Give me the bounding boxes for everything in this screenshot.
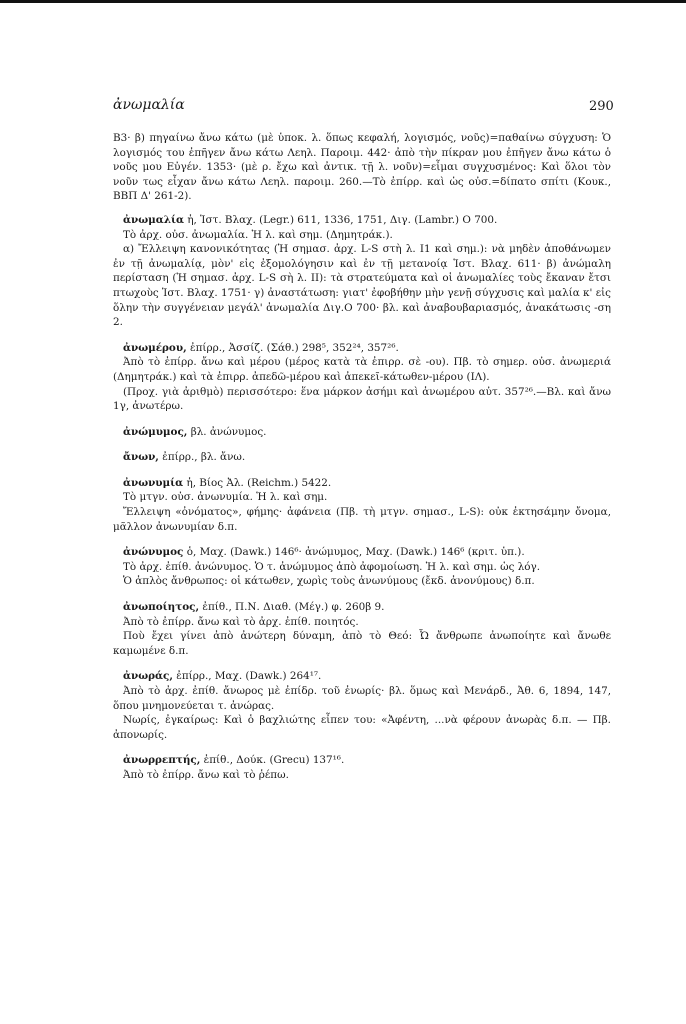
entry-head-anonymos xyxy=(113,545,611,560)
headword: ἀνωρρεπτής, xyxy=(123,754,201,767)
entry-senses: α) Ἔλλειψη κανονικότητας (Ἡ σημασ. ἀρχ. L-S στὴ λ. Ι1 καὶ σημ.): νὰ μηδὲν ἀποθάνωμεν ἐν τῇ ἀνωμαλίᾳ, μὸν' εἰς ἐξομολόγησιν καὶ ἐν τῇ μετανοίᾳ Ἱστ. Βλαχ. 611· β) ἀνώμαλη περίσταση (Ἡ σημασ. ἀρχ. L-S σὴ λ. ΙΙ): τὰ στρατεύματα καὶ οἱ ἀνωμαλίες τοὺς ἔκαναν ἔτσι πτωχοὺς Ἱστ. Βλαχ. 1751· γ) ἀναστάτωση: γιατ' ἐφοβήθην μὴν γενῇ σύγχυσις καὶ μαλία κ' εἰς ὅλην τὴν συγγένειαν μεγάλ' ἀνωμαλία Διγ.Ο 700· βλ. καὶ ἀναβουβαριασμός, ἀνακάτωσις -ση 2. xyxy=(113,243,611,329)
entry-continuation-b3: Β3· β) πηγαίνω ἄνω κάτω (μὲ ὑποκ. λ. ὅπως κεφαλή, λογισμός, νοῦς)=παθαίνω σύγχυση: Ὁ λογισμός του ἐπῆγεν ἄνω κάτω Λεηλ. Παροιμ. 442· ἀπὸ τὴν πίκραν μου ἐπῆγεν ἄνω κάτω ὁ νοῦς μου Εὐγέν. 1353· (μὲ ρ. ἔχω καὶ ἀντικ. τῇ λ. νοῦν)=εἶμαι συγχυσμένος: Καὶ ὅλοι τὸν νοῦν τως εἶχαν ἄνω κάτω Λεηλ. παροιμ. 260.—Τὸ ἐπίρρ. καὶ ὡς οὐσ.=δίπατο σπίτι (Κουκ., ΒΒΠ Δ' 261-2). xyxy=(113,132,611,203)
entry-head-anomerou xyxy=(113,341,611,356)
running-head-word: ἀνωμαλία xyxy=(113,97,185,113)
scan-top-edge xyxy=(0,0,686,3)
entry-head-anomymos xyxy=(113,425,611,440)
entry-head-rest: ἡ, Βίος Ἀλ. (Reichm.) 5422. xyxy=(186,476,332,489)
headword: ἀνωμαλία xyxy=(123,213,185,226)
dictionary-column xyxy=(113,131,611,783)
headword: ἀνωποίητος, xyxy=(123,601,200,614)
entry-head-rest: ἐπίρρ., βλ. ἄνω. xyxy=(162,451,246,464)
entry-etymology: Τὸ ἀρχ. οὐσ. ἀνωμαλία. Ἡ λ. καὶ σημ. (Δημητράκ.). xyxy=(123,228,393,241)
entry-etymology: Τὸ μτγν. οὐσ. ἀνωνυμία. Ἡ λ. καὶ σημ. xyxy=(123,491,328,504)
entry-head-anorreptis xyxy=(113,753,611,768)
entry-head-anopoiitos xyxy=(113,600,611,615)
entry-etymology: Ἀπὸ τὸ ἐπίρρ. ἄνω καὶ τὸ ἀρχ. ἐπίθ. ποιητός. xyxy=(123,615,359,628)
entry-senses: Ἔλλειψη «ὀνόματος», φήμης· ἀφάνεια (Πβ. τὴ μτγν. σημασ., L-S): οὐκ ἐκτησάμην ὄνομα, μᾶλλον ἀνωνυμίαν δ.π. xyxy=(113,506,611,533)
entry-etymology: Ἀπὸ τὸ ἐπίρρ. ἄνω καὶ τὸ ῥέπω. xyxy=(123,768,289,781)
entry-head-anoras xyxy=(113,669,611,684)
headword: ἀνωμέρου, xyxy=(123,341,187,354)
entry-head-rest: ἐπίθ., Δούκ. (Grecu) 137¹⁶. xyxy=(203,754,345,767)
entry-head-rest: ἐπίρρ., Ἀσσίζ. (Σάθ.) 298⁵, 352²⁴, 357²⁶. xyxy=(190,341,399,354)
entry-head-anon xyxy=(113,450,611,465)
entry-head-rest: ἐπίθ., Π.Ν. Διαθ. (Μέγ.) φ. 260β 9. xyxy=(202,601,385,614)
entry-head-rest: ἐπίρρ., Μαχ. (Dawk.) 264¹⁷. xyxy=(176,670,322,683)
entry-etymology: Ἀπὸ τὸ ἀρχ. ἐπίθ. ἄνωρος μὲ ἐπίδρ. τοῦ ἐνωρίς· βλ. ὅμως καὶ Μενάρδ., Ἀθ. 6, 1894, 147, ὅπου μνημονεύεται τ. ἀνώρας. xyxy=(113,685,611,712)
entry-senses: Νωρίς, ἐγκαίρως: Καὶ ὁ βαχλιώτης εἶπεν του: «Ἀφέντη, ...νὰ φέρουν ἀνωρὰς δ.π. — Πβ. ἀπονωρίς. xyxy=(113,714,611,741)
entry-head-anonymia xyxy=(113,476,611,491)
entry-head-rest: ἡ, Ἱστ. Βλαχ. (Legr.) 611, 1336, 1751, Διγ. (Lambr.) Ο 700. xyxy=(187,213,498,226)
entry-head-rest: βλ. ἀνώνυμος. xyxy=(190,425,267,438)
headword: ἄνων, xyxy=(123,451,159,464)
headword: ἀνωράς, xyxy=(123,670,173,683)
headword: ἀνώμυμος, xyxy=(123,425,188,438)
entry-senses: Ὁ ἁπλὸς ἄνθρωπος: οἱ κάτωθεν, χωρὶς τοὺς ἀνωνύμους (ἔκδ. ἀνονύμους) δ.π. xyxy=(123,575,535,588)
entry-head-anomalia xyxy=(113,213,611,228)
entry-etymology: Τὸ ἀρχ. ἐπίθ. ἀνώνυμος. Ὁ τ. ἀνώμυμος ἀπὸ ἀφομοίωση. Ἡ λ. καὶ σημ. ὡς λόγ. xyxy=(123,560,541,573)
entry-etymology: Ἀπὸ τὸ ἐπίρρ. ἄνω καὶ μέρου (μέρος κατὰ τὰ ἐπιρρ. σὲ -ου). Πβ. τὸ σημερ. οὐσ. ἀνωμεριά (Δημητράκ.) καὶ τὰ ἐπιρρ. ἀπεδῶ-μέρου καὶ ἀπεκεῖ-κάτωθεν-μέρου (ΙΛ). xyxy=(113,356,611,383)
entry-senses: Ποὺ ἔχει γίνει ἀπὸ ἀνώτερη δύναμη, ἀπὸ τὸ Θεό: Ὦ ἄνθρωπε ἀνωποίητε καὶ ἄνωθε καμωμένε δ.π. xyxy=(113,630,611,657)
headword: ἀνωνυμία xyxy=(123,476,184,489)
entry-head-rest: ὁ, Μαχ. (Dawk.) 146⁶· ἀνώμυμος, Μαχ. (Dawk.) 146⁶ (κριτ. ὑπ.). xyxy=(186,546,525,559)
page-number: 290 xyxy=(589,99,614,114)
entry-senses: (Προχ. γιὰ ἀριθμὸ) περισσότερο: ἕνα μάρκον ἀσήμι καὶ ἀνωμέρου αὐτ. 357²⁶.—Βλ. καὶ ἄνω 1γ, ἀνωτέρω. xyxy=(113,385,611,413)
headword: ἀνώνυμος xyxy=(123,546,184,559)
